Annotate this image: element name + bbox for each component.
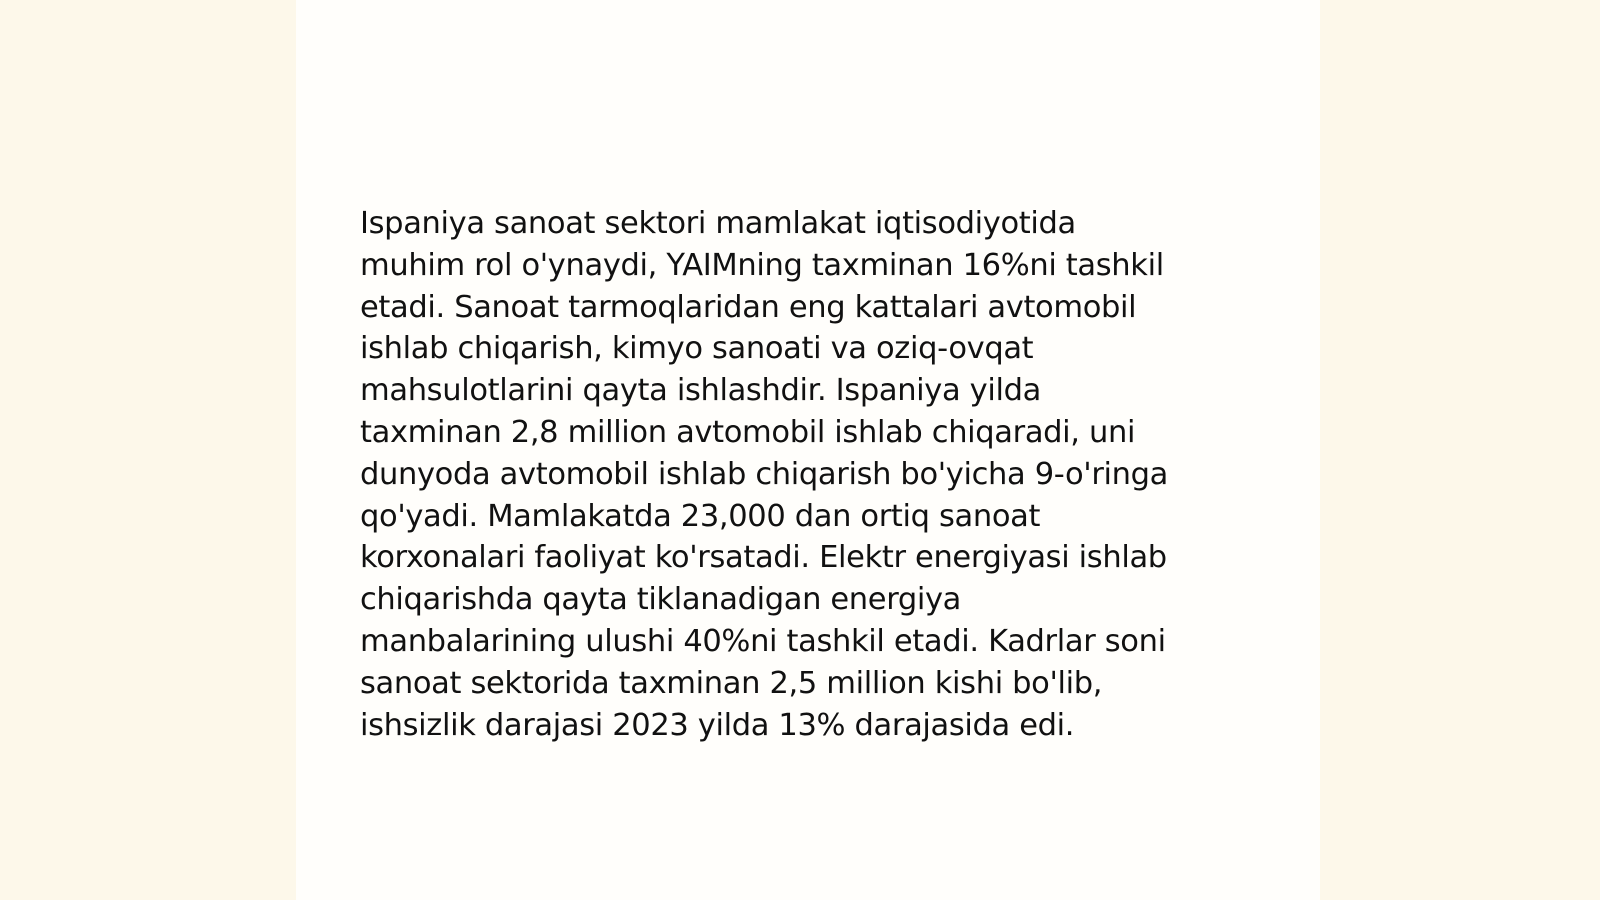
paragraph-line: dunyoda avtomobil ishlab chiqarish bo'yicha 9-o'ringa: [360, 456, 1168, 492]
paragraph-line: korxonalari faoliyat ko'rsatadi. Elektr energiyasi ishlab: [360, 540, 1167, 576]
paragraph-line: sanoat sektorida taxminan 2,5 million kishi bo'lib,: [360, 665, 1103, 701]
paragraph-line: mahsulotlarini qayta ishlashdir. Ispaniya yilda: [360, 373, 1041, 409]
paragraph-line: ishsizlik darajasi 2023 yilda 13% darajasida edi.: [360, 707, 1075, 743]
body-paragraph: [360, 203, 1260, 746]
paragraph-line: chiqarishda qayta tiklanadigan energiya: [360, 582, 962, 618]
paragraph-line: Ispaniya sanoat sektori mamlakat iqtisodiyotida: [360, 206, 1076, 241]
paragraph-line: manbalarining ulushi 40%ni tashkil etadi. Kadrlar soni: [360, 623, 1166, 659]
paragraph-line: muhim rol o'ynaydi, YAIMning taxminan 16%ni tashkil: [360, 247, 1164, 283]
paragraph-line: etadi. Sanoat tarmoqlaridan eng kattalari avtomobil: [360, 289, 1137, 325]
paragraph-line: qo'yadi. Mamlakatda 23,000 dan ortiq sanoat: [360, 498, 1041, 534]
paragraph-line: taxminan 2,8 million avtomobil ishlab chiqaradi, uni: [360, 414, 1136, 450]
document-page: [296, 0, 1320, 900]
paragraph-line: ishlab chiqarish, kimyo sanoati va oziq-ovqat: [360, 331, 1034, 367]
